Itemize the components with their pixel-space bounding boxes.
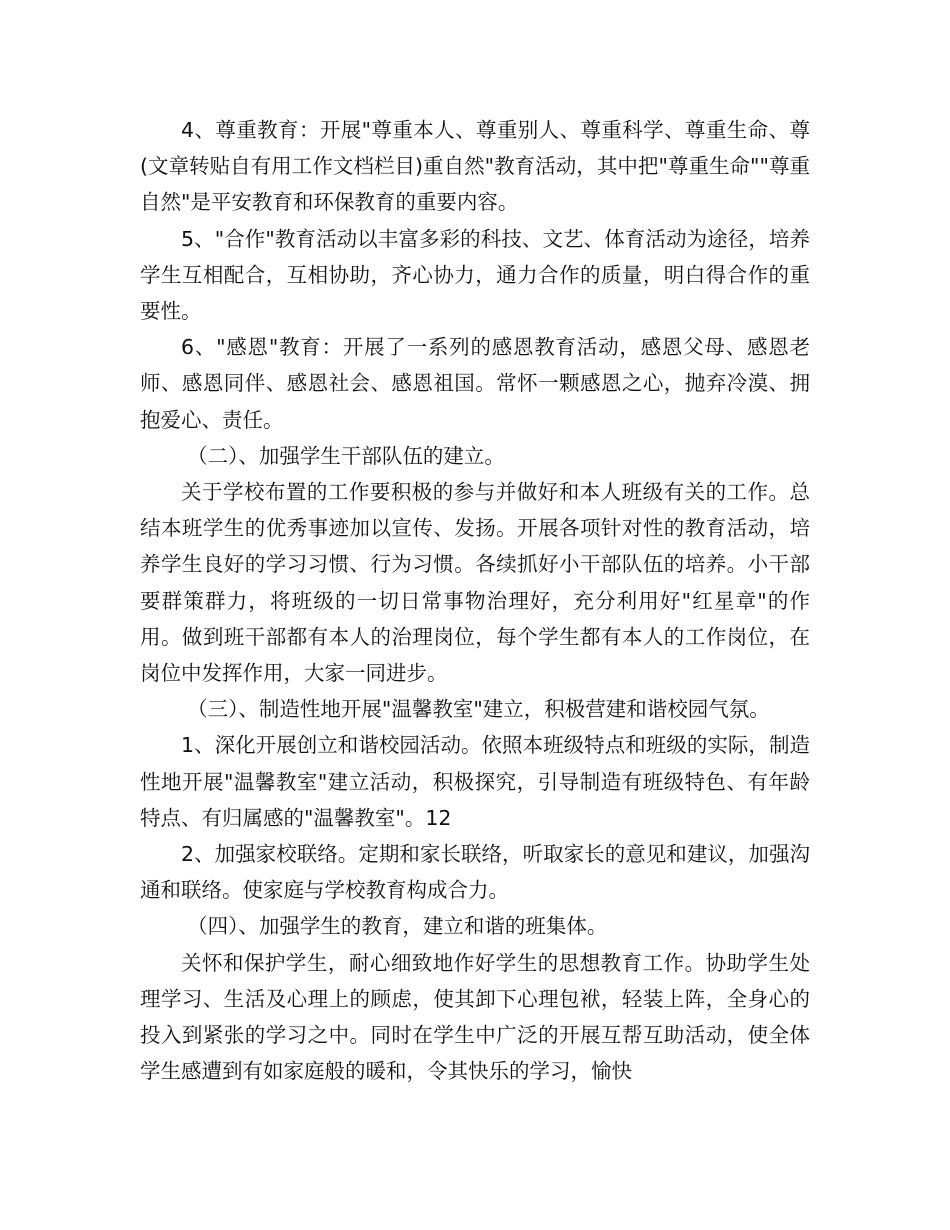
paragraph-respect-education: 4、尊重教育：开展"尊重本人、尊重别人、尊重科学、尊重生命、尊(文章转贴自有用工作文档栏目)重自然"教育活动，其中把"尊重生命""尊重自然"是平安教育和环保教育的重要内容。 [140, 118, 810, 215]
paragraph-gratitude-education: 6、"感恩"教育：开展了一系列的感恩教育活动，感恩父母、感恩老师、感恩同伴、感恩社会、感恩祖国。常怀一颗感恩之心，抛弃冷漠、拥抱爱心、责任。 [140, 335, 810, 432]
section-heading-4: （四）、加强学生的教育，建立和谐的班集体。 [187, 914, 608, 939]
paragraph-home-school-contact: 2、加强家校联络。定期和家长联络，听取家长的意见和建议，加强沟通和联络。使家庭与学校教育构成合力。 [140, 842, 810, 903]
paragraph-cooperation-education: 5、"合作"教育活动以丰富多彩的科技、文艺、体育活动为途径，培养学生互相配合，互相协助，齐心协力，通力合作的质量，明白得合作的重要性。 [140, 226, 810, 324]
document-body [140, 112, 810, 1089]
paragraph-care-for-students: 关怀和保护学生，耐心细致地作好学生的思想教育工作。协助学生处理学习、生活及心理上的顾虑，使其卸下心理包袱，轻装上阵，全身心的投入到紧张的学习之中。同时在学生中广泛的开展互帮互助活动，使全体学生感遭到有如家庭般的暖和，令其快乐的学习，愉快 [140, 950, 810, 1084]
section-heading-3: （三）、制造性地开展"温馨教室"建立，积极营建和谐校园气氛。 [187, 697, 770, 722]
paragraph-student-cadres: 关于学校布置的工作要积极的参与并做好和本人班级有关的工作。总结本班学生的优秀事迹加以宣传、发扬。开展各项针对性的教育活动，培养学生良好的学习习惯、行为习惯。各续抓好小干部队伍的培养。小干部要群策群力，将班级的一切日常事物治理好，充分利用好"红星章"的作用。做到班干部都有本人的治理岗位，每个学生都有本人的工作岗位，在岗位中发挥作用，大家一同进步。 [140, 480, 810, 686]
section-heading-2: （二）、加强学生干部队伍的建立。 [187, 443, 505, 468]
paragraph-harmonious-campus: 1、深化开展创立和谐校园活动。依照本班级特点和班级的实际，制造性地开展"温馨教室"建立活动，积极探究，引导制造有班级特色、有年龄特点、有归属感的"温馨教室"。12 [140, 733, 810, 830]
